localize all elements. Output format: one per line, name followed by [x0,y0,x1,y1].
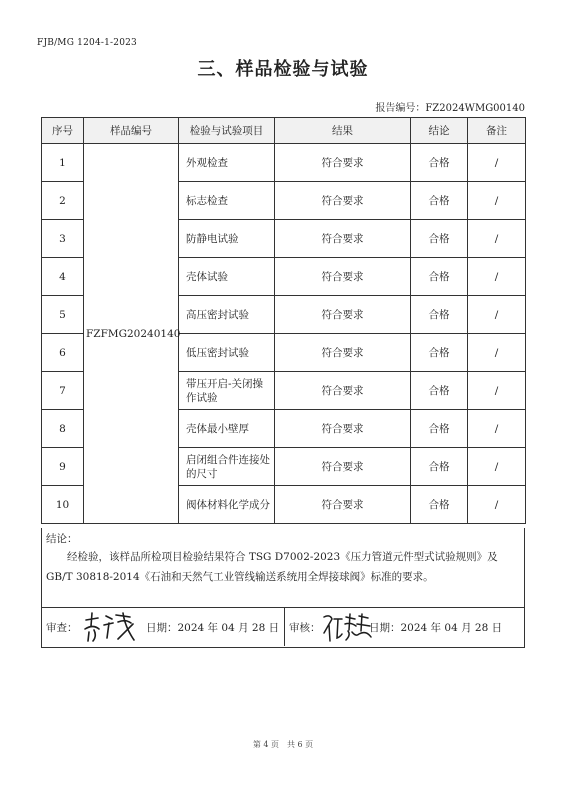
test-result: 符合要求 [275,144,411,182]
test-note: / [468,410,526,448]
test-verdict: 合格 [411,486,468,524]
test-verdict: 合格 [411,448,468,486]
test-item: 标志检查 [179,182,275,220]
row-number: 9 [42,448,84,486]
test-note: / [468,448,526,486]
test-verdict: 合格 [411,296,468,334]
test-note: / [468,334,526,372]
test-verdict: 合格 [411,334,468,372]
signature-row [41,608,525,648]
review-section [42,608,284,646]
row-number: 1 [42,144,84,182]
test-note: / [468,144,526,182]
test-item: 壳体试验 [179,258,275,296]
conclusion-text: 经检验，该样品所检项目检验结果符合 TSG D7002-2023《压力管道元件型式试验规则》及 GB/T 30818-2014《石油和天然气工业管线输送系统用全焊接球阀》标准的要求。 [46,551,498,583]
page-title: 三、样品检验与试验 [197,59,369,80]
table-row [42,144,526,182]
review-date: 日期：2024 年 04 月 28 日 [146,622,280,634]
test-result: 符合要求 [275,220,411,258]
test-item: 壳体最小壁厚 [179,410,275,448]
report-number: 报告编号：FZ2024WMG00140 [375,103,525,114]
audit-section [284,608,527,646]
test-verdict: 合格 [411,410,468,448]
row-number: 7 [42,372,84,410]
header-cell: 结果 [275,118,411,144]
header-cell: 检验与试验项目 [179,118,275,144]
test-note: / [468,220,526,258]
sample-number: FZFMG20240140 [84,144,179,524]
test-note: / [468,258,526,296]
row-number: 4 [42,258,84,296]
test-item: 阀体材料化学成分 [179,486,275,524]
header-cell: 结论 [411,118,468,144]
conclusion-label: 结论： [46,533,78,545]
page-footer: 第 4 页 共 6 页 [252,740,314,749]
row-number: 2 [42,182,84,220]
test-result: 符合要求 [275,486,411,524]
review-label: 审查： [46,622,78,634]
header-cell: 序号 [42,118,84,144]
test-item: 低压密封试验 [179,334,275,372]
test-result: 符合要求 [275,410,411,448]
test-verdict: 合格 [411,220,468,258]
header-cell: 备注 [468,118,526,144]
test-item: 防静电试验 [179,220,275,258]
test-verdict: 合格 [411,372,468,410]
audit-date: 日期：2024 年 04 月 28 日 [369,622,503,634]
test-verdict: 合格 [411,182,468,220]
test-result: 符合要求 [275,296,411,334]
test-note: / [468,182,526,220]
test-result: 符合要求 [275,334,411,372]
test-result: 符合要求 [275,448,411,486]
audit-label: 审核： [289,622,321,634]
row-number: 5 [42,296,84,334]
table-header-row [42,118,526,144]
test-item: 启闭组合件连接处的尺寸 [179,448,275,486]
test-result: 符合要求 [275,372,411,410]
test-item: 带压开启-关闭操作试验 [179,372,275,410]
test-result: 符合要求 [275,182,411,220]
test-item: 高压密封试验 [179,296,275,334]
row-number: 3 [42,220,84,258]
audit-signature [321,610,373,644]
header-cell: 样品编号 [84,118,179,144]
test-item: 外观检查 [179,144,275,182]
test-note: / [468,486,526,524]
document-code: FJB/MG 1204-1-2023 [37,38,137,48]
inspection-table [41,117,526,524]
test-note: / [468,296,526,334]
test-verdict: 合格 [411,258,468,296]
conclusion-box [41,528,525,608]
row-number: 10 [42,486,84,524]
test-result: 符合要求 [275,258,411,296]
test-verdict: 合格 [411,144,468,182]
row-number: 8 [42,410,84,448]
row-number: 6 [42,334,84,372]
review-signature [82,610,138,644]
test-note: / [468,372,526,410]
